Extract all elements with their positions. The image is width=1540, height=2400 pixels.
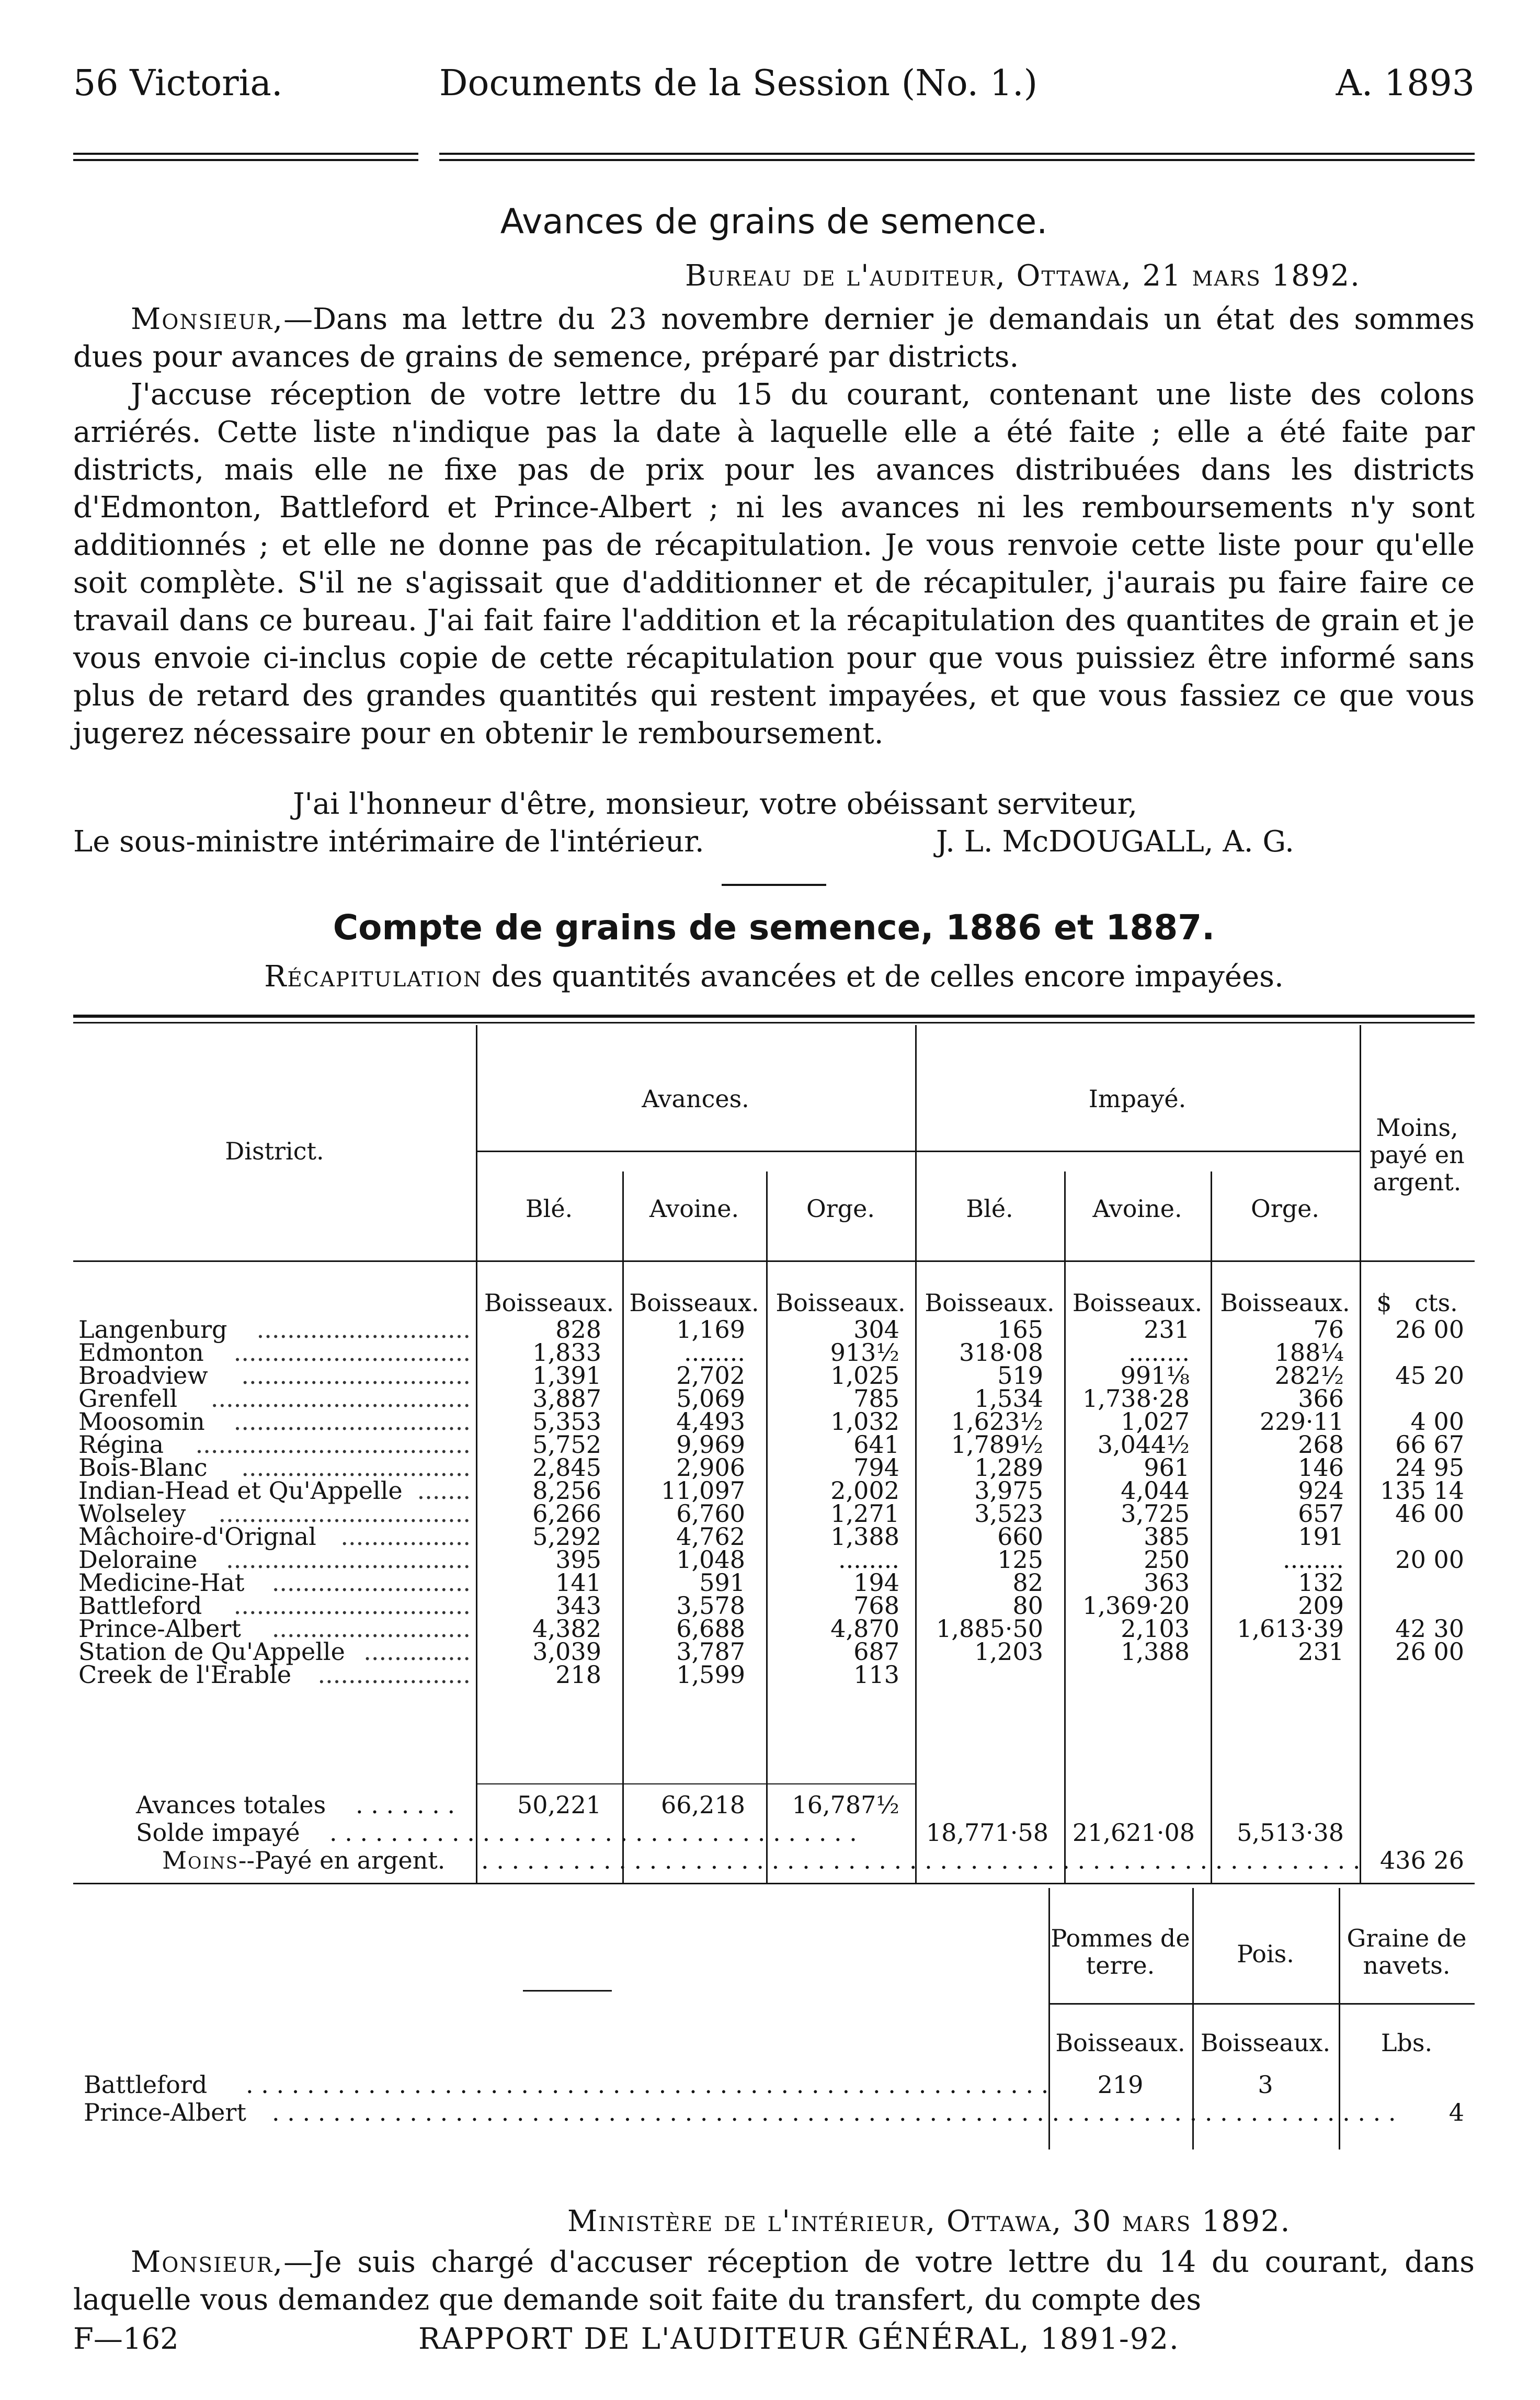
cell-a-orge: 304 xyxy=(853,1315,899,1344)
cell-i-avoine: 250 xyxy=(1144,1545,1190,1574)
header-rule-left-1 xyxy=(73,153,418,155)
cell-i-avoine: 4,044 xyxy=(1121,1476,1190,1505)
table-top-rule-2 xyxy=(73,1022,1475,1023)
cell-moins: 66 67 xyxy=(1395,1430,1464,1459)
cell-a-orge: 1,271 xyxy=(830,1499,899,1528)
cell-i-avoine: 1,369·20 xyxy=(1082,1591,1190,1620)
cell-i-orge: 1,613·39 xyxy=(1237,1614,1344,1643)
moins-label: Moins, payé en argent. xyxy=(1370,1113,1465,1196)
letter-paragraph-2 xyxy=(73,376,1475,753)
column-header-rule xyxy=(73,1260,1475,1262)
total-impaye-orge: 5,513·38 xyxy=(1237,1818,1344,1847)
crops-row-pommes: 219 xyxy=(1097,2071,1144,2099)
cell-i-orge: 657 xyxy=(1298,1499,1344,1528)
cell-moins: 26 00 xyxy=(1395,1637,1464,1666)
cell-i-ble: 3,975 xyxy=(974,1476,1043,1505)
leader-dots: .............................. xyxy=(241,1453,471,1482)
subtitle-rest: des quantités avancées et de celles encore impayées. xyxy=(482,960,1284,994)
cell-a-orge: 194 xyxy=(853,1568,899,1597)
leader-dots: ............................... xyxy=(233,1591,471,1620)
cell-a-ble: 141 xyxy=(555,1568,601,1597)
cell-i-ble: 80 xyxy=(1012,1591,1043,1620)
cell-i-orge: 191 xyxy=(1298,1522,1344,1551)
cell-a-orge: 2,002 xyxy=(830,1476,899,1505)
cell-moins: 42 30 xyxy=(1395,1614,1464,1643)
page-header xyxy=(73,63,1475,110)
cell-a-orge: 913½ xyxy=(830,1338,899,1367)
cell-a-avoine: 1,048 xyxy=(676,1545,745,1574)
letter-closing: J'ai l'honneur d'être, monsieur, votre obéissant serviteur, xyxy=(293,787,1138,821)
cell-i-ble: 1,885·50 xyxy=(936,1614,1043,1643)
cell-i-ble: 1,534 xyxy=(974,1384,1043,1413)
cell-a-ble: 1,833 xyxy=(532,1338,601,1367)
unit-impaye-avoine: Boisseaux. xyxy=(1072,1289,1203,1317)
totals-dots-3: . . . . . . . . . . . . . . . . . . . . . . . . . . . . . . . . . . . . . . . . . . . . . . . . . . . . . . . . . . xyxy=(481,1846,1361,1874)
cell-i-ble: 165 xyxy=(997,1315,1043,1344)
cell-i-avoine: 231 xyxy=(1144,1315,1190,1344)
district-name: Battleford xyxy=(78,1591,202,1620)
cell-a-ble: 4,382 xyxy=(532,1614,601,1643)
cell-a-orge: 4,870 xyxy=(830,1614,899,1643)
leader-dots: .......................... xyxy=(271,1568,471,1597)
cell-i-orge: 282½ xyxy=(1274,1361,1344,1390)
crops-row-navets: 4 xyxy=(1448,2098,1464,2126)
cell-i-orge: 132 xyxy=(1298,1568,1344,1597)
cell-i-ble: 318·08 xyxy=(959,1338,1043,1367)
cell-a-avoine: 1,169 xyxy=(676,1315,745,1344)
district-name: Indian-Head et Qu'Appelle xyxy=(78,1476,403,1505)
table-bottom-rule xyxy=(73,1883,1475,1884)
district-name: Broadview xyxy=(78,1361,208,1390)
leader-dots: .............. xyxy=(363,1637,471,1666)
district-name: Station de Qu'Appelle xyxy=(78,1637,345,1666)
cell-i-ble: 1,623½ xyxy=(951,1407,1043,1436)
paragraph-1-text: —Dans ma lettre du 23 novembre dernier je demandais un état des sommes dues pour avances de grains de semence, préparé par districts. xyxy=(73,302,1475,374)
table-top-rule-1 xyxy=(73,1015,1475,1018)
leader-dots: ....... xyxy=(417,1476,471,1505)
cell-a-orge: 1,032 xyxy=(830,1407,899,1436)
total-avances-ble: 50,221 xyxy=(517,1791,601,1819)
account-subtitle xyxy=(73,960,1475,994)
cell-i-avoine: 1,738·28 xyxy=(1082,1384,1190,1413)
navets-label: Graine de navets. xyxy=(1347,1924,1467,1980)
cell-a-avoine: 3,787 xyxy=(676,1637,745,1666)
total-avances-orge: 16,787½ xyxy=(792,1791,899,1819)
cell-a-orge: 641 xyxy=(853,1430,899,1459)
group-header-impaye: Impayé. xyxy=(1088,1085,1187,1113)
crops-unit-pommes: Boisseaux. xyxy=(1055,2029,1185,2057)
cell-i-orge: 76 xyxy=(1313,1315,1344,1344)
cell-a-ble: 5,292 xyxy=(532,1522,601,1551)
cell-i-avoine: 1,027 xyxy=(1121,1407,1190,1436)
district-name: Prince-Albert xyxy=(78,1614,241,1643)
cell-i-avoine: ........ xyxy=(1128,1338,1190,1367)
letter2-salutation: Monsieur, xyxy=(131,2245,284,2279)
cell-i-avoine: 3,044½ xyxy=(1097,1430,1190,1459)
totals-rule xyxy=(476,1783,915,1784)
cell-i-orge: 229·11 xyxy=(1260,1407,1344,1436)
sub-header-avances-ble: Blé. xyxy=(525,1195,573,1223)
leader-dots: ............................... xyxy=(233,1407,471,1436)
district-name: Langenburg xyxy=(78,1315,227,1344)
letter2-paragraph xyxy=(73,2244,1475,2319)
crops-header-rule xyxy=(1048,2003,1475,2005)
district-name: Moosomin xyxy=(78,1407,205,1436)
cell-i-ble: 1,289 xyxy=(974,1453,1043,1482)
letter-heading: Avances de grains de semence. xyxy=(500,201,1048,242)
salutation: Monsieur, xyxy=(131,302,284,336)
cell-moins: 135 14 xyxy=(1380,1476,1464,1505)
letter-paragraph-1 xyxy=(73,301,1475,376)
cell-moins: 4 00 xyxy=(1410,1407,1464,1436)
header-right: A. 1893 xyxy=(1336,63,1475,104)
cell-a-orge: 794 xyxy=(853,1453,899,1482)
leader-dots: .................... xyxy=(317,1660,471,1689)
leader-dots: .................................. xyxy=(210,1384,471,1413)
cell-a-ble: 5,353 xyxy=(532,1407,601,1436)
cell-i-avoine: 3,725 xyxy=(1121,1499,1190,1528)
letter2-text: —Je suis chargé d'accuser réception de votre lettre du 14 du courant, dans laquelle vous demandez que demande soit faite du transfert, du compte des xyxy=(73,2245,1475,2317)
totals-label-solde: Solde impayé xyxy=(136,1818,300,1847)
cell-a-ble: 1,391 xyxy=(532,1361,601,1390)
cell-i-ble: 1,789½ xyxy=(951,1430,1043,1459)
leader-dots: ................................. xyxy=(218,1499,471,1528)
crops-header-pommes xyxy=(1048,1925,1192,1979)
cell-a-orge: 113 xyxy=(853,1660,899,1689)
leader-dots: ................. xyxy=(340,1522,471,1551)
leader-dots: .......................... xyxy=(271,1614,471,1643)
cell-a-orge: 1,388 xyxy=(830,1522,899,1551)
cell-moins: 20 00 xyxy=(1395,1545,1464,1574)
header-center: Documents de la Session (No. 1.) xyxy=(439,63,1038,104)
cell-a-avoine: 2,906 xyxy=(676,1453,745,1482)
unit-avances-orge: Boisseaux. xyxy=(775,1289,906,1317)
unit-avances-ble: Boisseaux. xyxy=(484,1289,614,1317)
cell-a-avoine: 1,599 xyxy=(676,1660,745,1689)
total-moins-paye: 436 26 xyxy=(1380,1846,1464,1874)
signature-separator xyxy=(722,884,826,886)
crops-short-rule xyxy=(523,1990,612,1992)
sub-header-impaye-avoine: Avoine. xyxy=(1092,1195,1182,1223)
leader-dots: .................................... xyxy=(195,1430,471,1459)
leader-dots: .............................. xyxy=(241,1361,471,1390)
cell-moins: 45 20 xyxy=(1395,1361,1464,1390)
subtitle-lead: Récapitulation xyxy=(264,960,482,994)
cell-a-ble: 6,266 xyxy=(532,1499,601,1528)
letter-signature: J. L. McDOUGALL, A. G. xyxy=(936,825,1294,859)
total-avances-avoine: 66,218 xyxy=(661,1791,745,1819)
district-name: Wolseley xyxy=(78,1499,186,1528)
unit-avances-avoine: Boisseaux. xyxy=(629,1289,759,1317)
cell-a-ble: 8,256 xyxy=(532,1476,601,1505)
cell-i-ble: 519 xyxy=(997,1361,1043,1390)
leader-dots: ................................ xyxy=(226,1545,471,1574)
cell-a-orge: 687 xyxy=(853,1637,899,1666)
totals-label-avances: Avances totales xyxy=(136,1791,326,1819)
cell-a-avoine: 6,760 xyxy=(676,1499,745,1528)
cell-i-ble: 3,523 xyxy=(974,1499,1043,1528)
leader-dots: ............................... xyxy=(233,1338,471,1367)
cell-i-orge: 268 xyxy=(1298,1430,1344,1459)
totals-label-moins xyxy=(162,1847,445,1874)
cell-a-avoine: 3,578 xyxy=(676,1591,745,1620)
cell-a-ble: 3,039 xyxy=(532,1637,601,1666)
district-name: Medicine-Hat xyxy=(78,1568,245,1597)
cell-a-ble: 343 xyxy=(555,1591,601,1620)
district-name: Bois-Blanc xyxy=(78,1453,208,1482)
header-rule-right-1 xyxy=(439,153,1475,155)
cell-a-ble: 3,887 xyxy=(532,1384,601,1413)
sub-header-avances-orge: Orge. xyxy=(806,1195,875,1223)
sub-header-avances-avoine: Avoine. xyxy=(649,1195,739,1223)
cell-i-avoine: 363 xyxy=(1144,1568,1190,1597)
totals-dots-1: . . . . . . . xyxy=(356,1791,455,1819)
letter-dateline: Bureau de l'auditeur, Ottawa, 21 mars 1892. xyxy=(685,259,1361,293)
cell-i-orge: 366 xyxy=(1298,1384,1344,1413)
cell-a-avoine: ........ xyxy=(684,1338,745,1367)
crops-row-dots: . . . . . . . . . . . . . . . . . . . . . . . . . . . . . . . . . . . . . . . . . . . . . . . . . . . . . xyxy=(246,2071,1049,2099)
district-name: Edmonton xyxy=(78,1338,204,1367)
cell-i-ble: 660 xyxy=(997,1522,1043,1551)
cell-a-ble: 218 xyxy=(555,1660,601,1689)
sub-header-impaye-ble: Blé. xyxy=(966,1195,1013,1223)
cell-a-avoine: 4,493 xyxy=(676,1407,745,1436)
cell-i-ble: 1,203 xyxy=(974,1637,1043,1666)
account-title: Compte de grains de semence, 1886 et 1887. xyxy=(333,907,1215,948)
cell-i-orge: 146 xyxy=(1298,1453,1344,1482)
cell-i-avoine: 961 xyxy=(1144,1453,1190,1482)
header-rule-left-2 xyxy=(73,159,418,161)
cell-a-avoine: 11,097 xyxy=(661,1476,745,1505)
paragraph-2-text: J'accuse réception de votre lettre du 15 du courant, contenant une liste des colons arriérés. Cette liste n'indique pas la date à laquelle elle a été faite ; elle a été faite par districts, mais elle ne fixe pas de prix pour les avances distribuées dans les districts d'Edmonton, Battleford et Prince-Albert ; ni les avances ni les remboursements n'y sont additionnés ; et elle ne donne pas de récapitulation. Je vous renvoie cette liste pour qu'elle soit complète. S'il ne s'agissait que d'additionner et de récapituler, j'aurais pu faire faire ce travail dans ce bureau. J'ai fait faire l'addition et la récapitulation des quantites de grain et je vous envoie ci-inclus copie de cette récapitulation pour que vous puissiez être informé sans plus de retard des grandes quantités qui restent impayées, et que vous fassiez ce que vous jugerez nécessaire pour en obtenir le remboursement. xyxy=(73,378,1475,750)
cell-a-ble: 2,845 xyxy=(532,1453,601,1482)
letter2-dateline: Ministère de l'intérieur, Ottawa, 30 mars 1892. xyxy=(567,2204,1291,2238)
cell-a-avoine: 2,702 xyxy=(676,1361,745,1390)
district-name: Grenfell xyxy=(78,1384,178,1413)
cell-i-avoine: 385 xyxy=(1144,1522,1190,1551)
sub-header-impaye-orge: Orge. xyxy=(1251,1195,1319,1223)
cell-i-avoine: 1,388 xyxy=(1121,1637,1190,1666)
cell-a-avoine: 5,069 xyxy=(676,1384,745,1413)
leader-dots: ............................ xyxy=(256,1315,471,1344)
pommes-label: Pommes de terre. xyxy=(1051,1924,1190,1980)
cell-i-orge: ........ xyxy=(1283,1545,1344,1574)
district-name: Creek de l'Erable xyxy=(78,1660,292,1689)
cell-i-ble: 82 xyxy=(1012,1568,1043,1597)
total-impaye-avoine: 21,621·08 xyxy=(1072,1818,1195,1847)
cell-a-avoine: 9,969 xyxy=(676,1430,745,1459)
crops-row-district: Prince-Albert xyxy=(84,2098,246,2126)
footer-center: RAPPORT DE L'AUDITEUR GÉNÉRAL, 1891-92. xyxy=(418,2322,1180,2356)
district-name: Mâchoire-d'Orignal xyxy=(78,1522,316,1551)
footer-left: F—162 xyxy=(73,2322,179,2356)
crops-unit-pois: Boisseaux. xyxy=(1200,2029,1331,2057)
col-header-district: District. xyxy=(225,1137,324,1165)
cell-i-avoine: 991⅛ xyxy=(1120,1361,1190,1390)
moins-rest: --Payé en argent. xyxy=(238,1846,446,1874)
cell-i-orge: 209 xyxy=(1298,1591,1344,1620)
crops-unit-navets: Lbs. xyxy=(1381,2029,1433,2057)
cell-i-orge: 231 xyxy=(1298,1637,1344,1666)
cell-a-ble: 5,752 xyxy=(532,1430,601,1459)
cell-i-orge: 188¼ xyxy=(1274,1338,1344,1367)
group-header-rule xyxy=(476,1151,1360,1152)
cell-a-ble: 395 xyxy=(555,1545,601,1574)
cell-moins: 26 00 xyxy=(1395,1315,1464,1344)
moins-lead: Moins xyxy=(162,1846,238,1874)
cell-a-avoine: 4,762 xyxy=(676,1522,745,1551)
letter-recipient: Le sous-ministre intérimaire de l'intérieur. xyxy=(73,825,704,859)
crops-row-dots: . . . . . . . . . . . . . . . . . . . . . . . . . . . . . . . . . . . . . . . . . . . . . . . . . . . . . . . . . . . . . . . . . . . . . . . . . . xyxy=(272,2098,1396,2126)
unit-money: $ cts. xyxy=(1376,1289,1458,1317)
cell-a-orge: 785 xyxy=(853,1384,899,1413)
district-name: Régina xyxy=(78,1430,164,1459)
crops-header-navets xyxy=(1339,1925,1475,1979)
header-rule-right-2 xyxy=(439,159,1475,161)
cell-i-avoine: 2,103 xyxy=(1121,1614,1190,1643)
totals-dots-2: . . . . . . . . . . . . . . . . . . . . . . . . . . . . . . . . . . . xyxy=(329,1818,857,1847)
group-header-avances: Avances. xyxy=(642,1085,749,1113)
cell-a-avoine: 591 xyxy=(699,1568,745,1597)
cell-a-orge: 1,025 xyxy=(830,1361,899,1390)
cell-a-orge: 768 xyxy=(853,1591,899,1620)
header-left: 56 Victoria. xyxy=(73,63,283,104)
district-name: Deloraine xyxy=(78,1545,198,1574)
col-header-moins xyxy=(1360,1114,1475,1196)
crops-header-pois: Pois. xyxy=(1237,1940,1294,1968)
crops-row-district: Battleford xyxy=(84,2071,208,2099)
unit-impaye-ble: Boisseaux. xyxy=(925,1289,1055,1317)
cell-a-avoine: 6,688 xyxy=(676,1614,745,1643)
cell-a-orge: ........ xyxy=(838,1545,899,1574)
cell-moins: 46 00 xyxy=(1395,1499,1464,1528)
total-impaye-ble: 18,771·58 xyxy=(926,1818,1048,1847)
unit-impaye-orge: Boisseaux. xyxy=(1220,1289,1350,1317)
crops-row-pois: 3 xyxy=(1258,2071,1273,2099)
cell-moins: 24 95 xyxy=(1395,1453,1464,1482)
cell-i-ble: 125 xyxy=(997,1545,1043,1574)
cell-i-orge: 924 xyxy=(1298,1476,1344,1505)
cell-a-ble: 828 xyxy=(555,1315,601,1344)
